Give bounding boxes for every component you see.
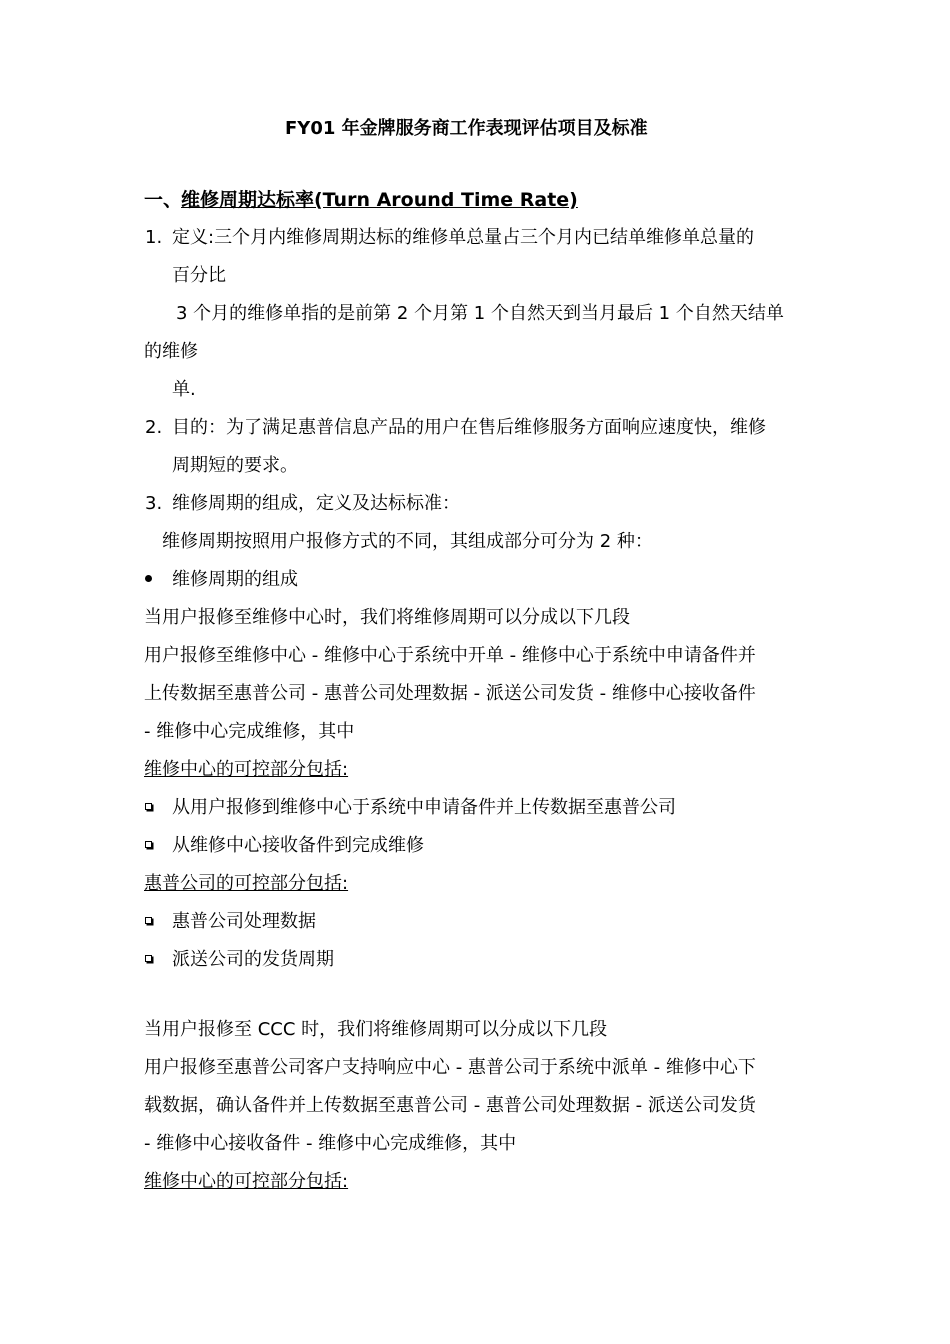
hp-controllable-heading: 惠普公司的可控部分包括: <box>144 873 349 894</box>
center-item: 从用户报修到维修中心于系统中申请备件并上传数据至惠普公司 <box>172 797 676 818</box>
repair-center-flow-1: 用户报修至维修中心 - 维修中心于系统中开单 - 维修中心于系统中申请备件并 <box>144 645 756 666</box>
repair-center-flow-3: - 维修中心完成维修，其中 <box>144 721 355 742</box>
item-3-intro: 维修周期按照用户报修方式的不同，其组成部分可分为 2 种： <box>162 531 653 552</box>
note-line-3: 单. <box>172 379 196 400</box>
checkbox-bullet-icon <box>145 955 152 962</box>
section-number: 一、 <box>144 189 183 211</box>
item-1-definition-cont: 百分比 <box>172 265 226 286</box>
repair-center-intro: 当用户报修至维修中心时，我们将维修周期可以分成以下几段 <box>144 607 630 628</box>
section-heading: 维修周期达标率(Turn Around Time Rate) <box>181 189 578 211</box>
item-2-purpose-cont: 周期短的要求。 <box>172 455 298 476</box>
item-3-number: 3. <box>145 493 163 514</box>
ccc-flow-3: - 维修中心接收备件 - 维修中心完成维修，其中 <box>144 1133 517 1154</box>
hp-item: 派送公司的发货周期 <box>172 949 334 970</box>
item-2-purpose: 目的：为了满足惠普信息产品的用户在售后维修服务方面响应速度快，维修 <box>172 417 766 438</box>
note-line-2: 的维修 <box>144 341 198 362</box>
bullet-dot-icon <box>145 575 152 582</box>
document-title: FY01 年金牌服务商工作表现评估项目及标准 <box>285 118 648 139</box>
item-2-number: 2. <box>145 417 163 438</box>
ccc-center-controllable-heading: 维修中心的可控部分包括: <box>144 1171 349 1192</box>
item-3-heading: 维修周期的组成，定义及达标标准： <box>172 493 460 514</box>
center-item: 从维修中心接收备件到完成维修 <box>172 835 424 856</box>
item-1-number: 1. <box>145 227 163 248</box>
note-line-1: 3 个月的维修单指的是前第 2 个月第 1 个自然天到当月最后 1 个自然天结单 <box>176 303 784 324</box>
ccc-flow-1: 用户报修至惠普公司客户支持响应中心 - 惠普公司于系统中派单 - 维修中心下 <box>144 1057 756 1078</box>
repair-center-flow-2: 上传数据至惠普公司 - 惠普公司处理数据 - 派送公司发货 - 维修中心接收备件 <box>144 683 756 704</box>
composition-bullet: 维修周期的组成 <box>172 569 298 590</box>
ccc-flow-2: 载数据，确认备件并上传数据至惠普公司 - 惠普公司处理数据 - 派送公司发货 <box>144 1095 756 1116</box>
center-controllable-heading: 维修中心的可控部分包括: <box>144 759 349 780</box>
hp-item: 惠普公司处理数据 <box>172 911 316 932</box>
item-1-definition: 定义:三个月内维修周期达标的维修单总量占三个月内已结单维修单总量的 <box>172 227 755 248</box>
checkbox-bullet-icon <box>145 917 152 924</box>
checkbox-bullet-icon <box>145 841 152 848</box>
ccc-intro: 当用户报修至 CCC 时，我们将维修周期可以分成以下几段 <box>144 1019 608 1040</box>
checkbox-bullet-icon <box>145 803 152 810</box>
